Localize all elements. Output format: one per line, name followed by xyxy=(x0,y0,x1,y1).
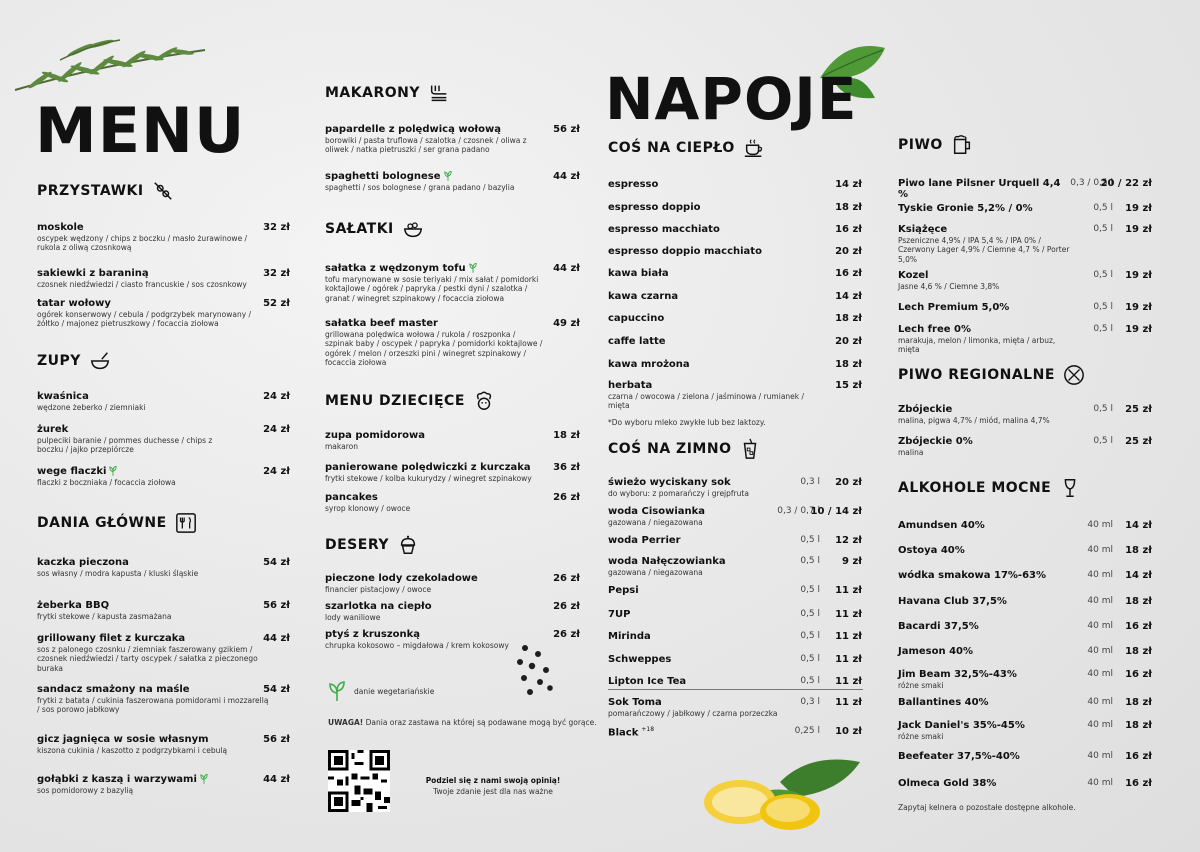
item-price: 11 zł xyxy=(835,631,862,642)
dzieciece-heading xyxy=(325,390,495,412)
zupy-title: ZUPY xyxy=(37,353,81,369)
menu-item xyxy=(898,646,1078,657)
menu-item xyxy=(608,224,808,235)
item-name: Piwo lane Pilsner Urquell 4,4 % xyxy=(898,178,1061,200)
item-name: Kozel xyxy=(898,270,929,281)
menu-item xyxy=(325,573,540,594)
item-volume: 0,25 l xyxy=(794,726,820,736)
desery-title: DESERY xyxy=(325,537,389,553)
item-name: Jack Daniel's 35%-45% xyxy=(898,720,1025,731)
menu-item xyxy=(608,202,808,213)
menu-item xyxy=(325,462,540,483)
item-price: 18 zł xyxy=(1125,697,1152,708)
item-volume: 0,5 l xyxy=(800,609,820,619)
item-name: Jameson 40% xyxy=(898,646,974,657)
menu-item xyxy=(898,520,1078,531)
item-name: grillowany filet z kurczaka xyxy=(37,633,186,644)
menu-item xyxy=(37,391,237,412)
dzieciece-title: MENU DZIECIĘCE xyxy=(325,393,465,409)
item-name: zupa pomidorowa xyxy=(325,430,426,441)
item-name: Schweppes xyxy=(608,654,672,665)
menu-item xyxy=(898,203,1073,214)
item-price: 49 zł xyxy=(553,318,580,329)
item-price: 56 zł xyxy=(263,600,290,611)
opinion-note xyxy=(408,776,578,796)
przystawki-title: PRZYSTAWKI xyxy=(37,183,144,199)
menu-item xyxy=(898,751,1078,762)
item-name: espresso doppio xyxy=(608,202,701,213)
cieplo-note: *Do wyboru mleko zwykłe lub bez laktozy. xyxy=(608,418,766,427)
item-price: 16 zł xyxy=(835,224,862,235)
item-price: 32 zł xyxy=(263,268,290,279)
item-price: 26 zł xyxy=(553,629,580,640)
item-volume: 0,3 l xyxy=(800,697,820,707)
item-name: caffe latte xyxy=(608,336,666,347)
leaf-icon xyxy=(328,680,346,702)
item-name: espresso doppio macchiato xyxy=(608,246,762,257)
item-description: pulpeciki baranie / pommes duchesse / chips z boczku / jajko przepiórcze xyxy=(37,436,213,455)
item-volume: 40 ml xyxy=(1087,751,1113,761)
item-price: 10 zł xyxy=(835,726,862,737)
item-price: 19 zł xyxy=(1125,203,1152,214)
item-name: woda Nałęczowianka xyxy=(608,556,726,567)
item-name: woda Cisowianka xyxy=(608,506,706,517)
menu-item xyxy=(898,224,1073,264)
item-price: 19 zł xyxy=(1125,224,1152,235)
item-name: spaghetti bolognese xyxy=(325,171,540,182)
item-name: sałatka beef master xyxy=(325,318,438,329)
desery-heading xyxy=(325,534,419,556)
menu-item xyxy=(608,359,808,370)
item-price: 16 zł xyxy=(1125,621,1152,632)
item-name: Havana Club 37,5% xyxy=(898,596,1007,607)
item-name: tatar wołowy xyxy=(37,298,111,309)
menu-item xyxy=(608,246,808,257)
item-name: kaczka pieczona xyxy=(37,557,129,568)
item-price: 19 zł xyxy=(1125,324,1152,335)
item-price: 24 zł xyxy=(263,466,290,477)
regionalne-title: PIWO REGIONALNE xyxy=(898,367,1055,383)
item-name: moskole xyxy=(37,222,84,233)
qr-code[interactable] xyxy=(328,750,390,812)
item-description: malina xyxy=(898,448,924,457)
menu-item xyxy=(325,171,540,192)
item-price: 11 zł xyxy=(835,609,862,620)
item-name: kawa biała xyxy=(608,268,669,279)
item-price: 16 zł xyxy=(1125,778,1152,789)
item-name: espresso macchiato xyxy=(608,224,720,235)
item-volume: 0,5 l xyxy=(800,631,820,641)
item-name: wódka smakowa 17%-63% xyxy=(898,570,1047,581)
item-price: 54 zł xyxy=(263,684,290,695)
item-description: malina, pigwa 4,7% / miód, malina 4,7% xyxy=(898,416,1050,425)
item-volume: 0,5 l xyxy=(800,535,820,545)
alkohole-heading xyxy=(898,477,1081,499)
item-description: sos z palonego czosnku / ziemniak faszerowany gzikiem / czosnek niedźwiedzi / tarty oscypek / sałatka z pieczonego buraka xyxy=(37,645,258,673)
item-description: ogórek konserwowy / cebula / podgrzybek marynowany / żółtko / majonez pietruszkowy / focaccia ziołowa xyxy=(37,310,252,329)
item-name: Black $^{+18}$ xyxy=(608,726,655,739)
item-name: panierowane polędwiczki z kurczaka xyxy=(325,462,531,473)
item-description: spaghetti / sos bolognese / grana padano / bazylia xyxy=(325,183,515,192)
item-volume: 0,5 l xyxy=(1093,436,1113,446)
item-description: kiszona cukinia / kaszotto z podgrzybkami i cebulą xyxy=(37,746,228,755)
item-description: pomarańczowy / jabłkowy / czarna porzeczka xyxy=(608,709,778,718)
item-price: 14 zł xyxy=(1125,570,1152,581)
item-description: oscypek wędzony / chips z boczku / masło żurawinowe / rukola z oliwą czosnkową xyxy=(37,234,248,253)
item-name: Lech free 0% xyxy=(898,324,971,335)
leaf-icon xyxy=(469,263,477,273)
menu-item xyxy=(37,222,257,253)
menu-item xyxy=(325,124,540,155)
item-name: capuccino xyxy=(608,313,665,324)
menu-item xyxy=(608,291,808,302)
item-description: Jasne 4,6 % / Ciemne 3,8% xyxy=(898,282,1000,291)
item-price: 20 / 22 zł xyxy=(1100,178,1152,189)
item-volume: 0,5 l xyxy=(800,556,820,566)
menu-item xyxy=(325,430,540,451)
cieplo-heading xyxy=(608,137,765,159)
leaf-icon xyxy=(109,466,117,476)
item-description: sos pomidorowy z bazylią xyxy=(37,786,134,795)
item-name: Pepsi xyxy=(608,585,639,596)
item-name: gołąbki z kaszą i warzywami xyxy=(37,774,272,785)
item-price: 11 zł xyxy=(835,585,862,596)
menu-item xyxy=(608,179,808,190)
wine-glass-icon xyxy=(1059,477,1081,499)
menu-item xyxy=(608,268,808,279)
veg-legend-text: danie wegetariańskie xyxy=(354,686,435,696)
item-name: woda Perrier xyxy=(608,535,681,546)
zimno-title: COŚ NA ZIMNO xyxy=(608,441,732,457)
item-name: sandacz smażony na maśle xyxy=(37,684,190,695)
item-description: gazowana / niegazowana xyxy=(608,518,703,527)
item-price: 20 zł xyxy=(835,246,862,257)
item-price: 20 zł xyxy=(835,336,862,347)
hops-icon xyxy=(1063,364,1085,386)
item-volume: 40 ml xyxy=(1087,720,1113,730)
zupy-heading xyxy=(37,350,111,372)
salatki-title: SAŁATKI xyxy=(325,221,394,237)
menu-item xyxy=(898,778,1078,789)
item-price: 32 zł xyxy=(263,222,290,233)
item-description: różne smaki xyxy=(898,681,944,690)
salatki-heading xyxy=(325,218,424,240)
item-price: 11 zł xyxy=(835,676,862,687)
item-price: 18 zł xyxy=(1125,646,1152,657)
item-volume: 40 ml xyxy=(1087,545,1113,555)
item-price: 18 zł xyxy=(835,202,862,213)
salad-bowl-icon xyxy=(402,218,424,240)
item-name: szarlotka na ciepło xyxy=(325,601,432,612)
item-price: 54 zł xyxy=(263,557,290,568)
item-description: lody waniliowe xyxy=(325,613,381,622)
item-volume: 0,3 / 0,5 l xyxy=(1070,178,1113,188)
menu-title: MENU xyxy=(35,94,246,167)
item-price: 24 zł xyxy=(263,391,290,402)
makarony-title: MAKARONY xyxy=(325,85,420,101)
item-description: frytki stekowe / kolba kukurydzy / winegret szpinakowy xyxy=(325,474,532,483)
item-price: 16 zł xyxy=(835,268,862,279)
item-description: chrupka kokosowo – migdałowa / krem kokosowy xyxy=(325,641,509,650)
menu-item xyxy=(898,697,1078,708)
item-price: 14 zł xyxy=(1125,520,1152,531)
item-name: kwaśnica xyxy=(37,391,89,402)
item-price: 18 zł xyxy=(1125,720,1152,731)
item-volume: 0,3 l xyxy=(800,477,820,487)
menu-item xyxy=(898,720,1078,741)
item-description: sos własny / modra kapusta / kluski śląskie xyxy=(37,569,199,578)
item-name: kawa mrożona xyxy=(608,359,690,370)
cupcake-icon xyxy=(397,534,419,556)
item-name: Beefeater 37,5%-40% xyxy=(898,751,1020,762)
item-volume: 0,5 l xyxy=(800,676,820,686)
item-price: 19 zł xyxy=(1125,270,1152,281)
item-price: 11 zł xyxy=(835,697,862,708)
menu-item xyxy=(898,404,1073,425)
item-volume: 0,5 l xyxy=(1093,224,1113,234)
item-description: flaczki z boczniaka / focaccia ziołowa xyxy=(37,478,176,487)
item-description: borowiki / pasta truflowa / szalotka / czosnek / oliwa z oliwek / natka pietruszki / ser grana padano xyxy=(325,136,527,155)
menu-item xyxy=(608,380,808,411)
item-name: Lipton Ice Tea xyxy=(608,676,687,687)
beer-mug-icon xyxy=(951,134,973,156)
regionalne-heading xyxy=(898,364,1085,386)
napoje-title: NAPOJE xyxy=(605,65,858,133)
cutlery-icon xyxy=(175,512,197,534)
skewer-icon xyxy=(152,180,174,202)
item-volume: 40 ml xyxy=(1087,570,1113,580)
item-price: 44 zł xyxy=(263,633,290,644)
veg-legend xyxy=(328,680,434,702)
item-price: 11 zł xyxy=(835,654,862,665)
item-volume: 0,5 l xyxy=(1093,270,1113,280)
item-volume: 0,5 l xyxy=(1093,203,1113,213)
rosemary-decoration xyxy=(10,30,210,100)
menu-item xyxy=(608,313,808,324)
item-name: Zbójeckie xyxy=(898,404,953,415)
item-description: makaron xyxy=(325,442,358,451)
item-name: pancakes xyxy=(325,492,378,503)
item-description: wędzone żeberko / ziemniaki xyxy=(37,403,146,412)
lemon-decoration xyxy=(700,752,870,832)
item-description: Pszeniczne 4,9% / IPA 5,4 % / IPA 0% / Czerwony Lager 4,9% / Ciemne 4,7 % / Porter 5,0% xyxy=(898,236,1070,264)
item-price: 24 zł xyxy=(263,424,290,435)
menu-item xyxy=(37,466,237,487)
item-price: 36 zł xyxy=(553,462,580,473)
item-name: gicz jagnięca w sosie własnym xyxy=(37,734,209,745)
menu-item xyxy=(325,492,540,513)
item-name: Mirinda xyxy=(608,631,651,642)
menu-item xyxy=(898,324,1073,355)
menu-item xyxy=(325,318,545,368)
item-name: papardelle z polędwicą wołową xyxy=(325,124,502,135)
item-volume: 0,5 l xyxy=(800,654,820,664)
item-name: Książęce xyxy=(898,224,948,235)
opinion-text: Twoje zdanie jest dla nas ważne xyxy=(433,787,553,796)
iced-drink-icon xyxy=(739,438,761,460)
item-price: 12 zł xyxy=(835,535,862,546)
item-description: marakuja, melon / limonka, mięta / arbuz, mięta xyxy=(898,336,1056,355)
item-name: herbata xyxy=(608,380,653,391)
warning-text: Dania oraz zastawa na której są podawane mogą być gorące. xyxy=(365,718,597,727)
item-price: 10 / 14 zł xyxy=(810,506,862,517)
item-name: Ballantines 40% xyxy=(898,697,989,708)
dania-title: DANIA GŁÓWNE xyxy=(37,515,167,531)
zimno-heading xyxy=(608,438,761,460)
przystawki-heading xyxy=(37,180,174,202)
item-price: 44 zł xyxy=(553,171,580,182)
item-price: 25 zł xyxy=(1125,404,1152,415)
item-price: 19 zł xyxy=(1125,302,1152,313)
item-price: 16 zł xyxy=(1125,751,1152,762)
item-name: Olmeca Gold 38% xyxy=(898,778,997,789)
chef-icon xyxy=(473,390,495,412)
item-name: żeberka BBQ xyxy=(37,600,110,611)
item-name: Sok Toma xyxy=(608,697,662,708)
item-name: pieczone lody czekoladowe xyxy=(325,573,478,584)
divider xyxy=(608,689,863,690)
item-name: Jim Beam 32,5%-43% xyxy=(898,669,1017,680)
item-volume: 0,5 l xyxy=(1093,324,1113,334)
item-description: czarna / owocowa / zielona / jaśminowa / rumianek / mięta xyxy=(608,392,805,411)
item-description: frytki z batata / cukinia faszerowana pomidorami i mozzarellą / sos porowo jabłkowy xyxy=(37,696,269,715)
menu-item xyxy=(898,178,1073,200)
warning-bold: UWAGA! xyxy=(328,718,364,727)
leaf-icon xyxy=(200,774,208,784)
fork-icon xyxy=(428,82,450,104)
leaf-icon xyxy=(444,171,452,181)
item-price: 18 zł xyxy=(835,313,862,324)
item-price: 14 zł xyxy=(835,179,862,190)
menu-item xyxy=(898,302,1073,313)
menu-item xyxy=(37,424,237,455)
item-volume: 40 ml xyxy=(1087,646,1113,656)
item-volume: 40 ml xyxy=(1087,596,1113,606)
item-name: Ostoya 40% xyxy=(898,545,965,556)
item-volume: 40 ml xyxy=(1087,669,1113,679)
item-name: Tyskie Gronie 5,2% / 0% xyxy=(898,203,1033,214)
item-price: 44 zł xyxy=(553,263,580,274)
item-description: różne smaki xyxy=(898,732,944,741)
menu-item xyxy=(898,436,1073,457)
dania-heading xyxy=(37,512,197,534)
menu-item xyxy=(898,596,1078,607)
item-description: gazowana / niegazowana xyxy=(608,568,703,577)
item-price: 18 zł xyxy=(1125,596,1152,607)
item-name: sałatka z wędzonym tofu xyxy=(325,263,545,274)
item-name: Bacardi 37,5% xyxy=(898,621,979,632)
item-price: 18 zł xyxy=(835,359,862,370)
item-description: tofu marynowane w sosie teriyaki / mix sałat / pomidorki koktajlowe / ogórek / papryka / pestki dyni / szalotka / granat / winegret szpinakowy / focaccia ziołowa xyxy=(325,275,539,303)
item-name: sakiewki z baraniną xyxy=(37,268,149,279)
item-name: ptyś z kruszonką xyxy=(325,629,421,640)
item-price: 18 zł xyxy=(553,430,580,441)
item-description: frytki stekowe / kapusta zasmażana xyxy=(37,612,172,621)
item-volume: 40 ml xyxy=(1087,697,1113,707)
item-price: 26 zł xyxy=(553,492,580,503)
menu-item xyxy=(608,336,808,347)
item-volume: 40 ml xyxy=(1087,778,1113,788)
makarony-heading xyxy=(325,82,450,104)
item-price: 14 zł xyxy=(835,291,862,302)
item-price: 56 zł xyxy=(553,124,580,135)
item-description: grillowana polędwica wołowa / rukola / roszponka / szpinak baby / oscypek / papryka / pomidorki koktajlowe / ogórek / melon / orzeszki pini / winegret szpinakowy / focaccia ziołowa xyxy=(325,330,543,368)
menu-item xyxy=(325,263,545,303)
menu-item xyxy=(325,601,540,622)
item-name: kawa czarna xyxy=(608,291,679,302)
item-name: espresso xyxy=(608,179,659,190)
item-name: 7UP xyxy=(608,609,631,620)
item-price: 56 zł xyxy=(263,734,290,745)
item-volume: 40 ml xyxy=(1087,621,1113,631)
item-price: 25 zł xyxy=(1125,436,1152,447)
item-price: 9 zł xyxy=(842,556,862,567)
menu-item xyxy=(898,570,1078,581)
item-price: 18 zł xyxy=(1125,545,1152,556)
item-name: Amundsen 40% xyxy=(898,520,985,531)
item-price: 16 zł xyxy=(1125,669,1152,680)
coffee-cup-icon xyxy=(743,137,765,159)
item-name: żurek xyxy=(37,424,69,435)
alkohole-note: Zapytaj kelnera o pozostałe dostępne alkohole. xyxy=(898,803,1076,812)
item-price: 26 zł xyxy=(553,601,580,612)
item-price: 20 zł xyxy=(835,477,862,488)
item-volume: 40 ml xyxy=(1087,520,1113,530)
item-description: financier pistacjowy / owoce xyxy=(325,585,432,594)
opinion-bold: Podziel się z nami swoją opinią! xyxy=(425,776,561,785)
item-description: do wyboru: z pomarańczy i grejpfruta xyxy=(608,489,749,498)
soup-bowl-icon xyxy=(89,350,111,372)
menu-item xyxy=(37,268,257,289)
cieplo-title: COŚ NA CIEPŁO xyxy=(608,140,735,156)
menu-item xyxy=(898,621,1078,632)
piwo-heading xyxy=(898,134,973,156)
item-price: 52 zł xyxy=(263,298,290,309)
item-price: 44 zł xyxy=(263,774,290,785)
menu-item xyxy=(325,629,540,650)
item-volume: 0,5 l xyxy=(1093,404,1113,414)
item-name: Zbójeckie 0% xyxy=(898,436,973,447)
menu-item xyxy=(898,545,1078,556)
piwo-title: PIWO xyxy=(898,137,943,153)
item-description: czosnek niedźwiedzi / ciasto francuskie / sos czosnkowy xyxy=(37,280,247,289)
item-price: 15 zł xyxy=(835,380,862,391)
item-name: wege flaczki xyxy=(37,466,237,477)
alkohole-title: ALKOHOLE MOCNE xyxy=(898,480,1052,496)
menu-item xyxy=(898,270,1073,291)
warning-note xyxy=(328,718,597,727)
item-volume: 0,5 l xyxy=(800,585,820,595)
item-name: Lech Premium 5,0% xyxy=(898,302,1010,313)
item-volume: 0,5 l xyxy=(1093,302,1113,312)
menu-item xyxy=(37,298,257,329)
menu-item xyxy=(898,669,1078,690)
age-badge: +18 xyxy=(641,726,655,733)
item-name: świeżo wyciskany sok xyxy=(608,477,731,488)
item-price: 26 zł xyxy=(553,573,580,584)
item-description: syrop klonowy / owoce xyxy=(325,504,411,513)
item-volume: 0,3 / 0,7 l xyxy=(777,506,820,516)
